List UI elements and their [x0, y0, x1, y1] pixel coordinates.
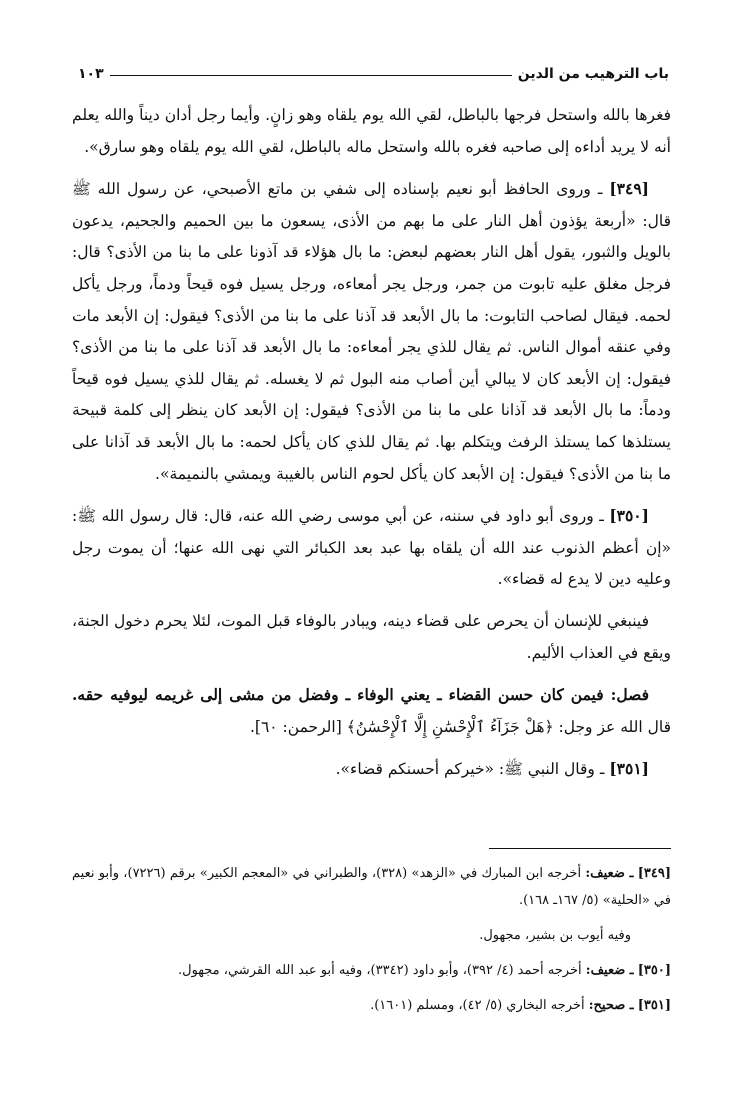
hadith-349 — [72, 173, 671, 490]
footnote-350-text: أخرجه أحمد (٤/ ٣٩٢)، وأبو داود (٣٣٤٢)، وفيه أبو عبد الله القرشي، مجهول. — [178, 963, 582, 978]
footnote-351 — [72, 992, 671, 1019]
section-fasl-verse: قال الله عز وجل: ﴿هَلْ جَزَآءُ ٱلْإِحْسَٰنِ إِلَّا ٱلْإِحْسَٰنُ﴾ [الرحمن: ٦٠]. — [249, 717, 671, 736]
footnote-349-number: [٣٤٩] — [637, 866, 671, 881]
footnote-351-grade: ـ صحيح: — [588, 998, 634, 1013]
header-rule — [110, 75, 512, 76]
footnote-349-grade: ـ ضعيف: — [585, 866, 634, 881]
page-number: ١٠٣ — [78, 66, 104, 82]
paragraph-continuation: فغرها بالله واستحل فرجها بالباطل، لقي الله يوم يلقاه وهو زانٍ. وأيما رجل أدان ديناً والله يعلم أنه لا يريد أداءه إلى صاحبه فغره بالله واستحل ماله بالباطل، لقي الله يوم يلقاه وهو سارق». — [72, 106, 671, 156]
footnotes — [72, 860, 671, 1027]
hadith-351 — [72, 753, 671, 786]
hadith-351-text: ـ وقال النبي ﷺ: «خيركم أحسنكم قضاء». — [335, 760, 605, 779]
hadith-350-text: ـ وروى أبو داود في سننه، عن أبي موسى رضي الله عنه، قال: قال رسول الله ﷺ: «إن أعظم الذنوب عند الله أن يلقاه بها عبد بعد الكبائر التي نهى الله عنها؛ أن يموت رجل وعليه دين لا يدع له قضاء». — [72, 507, 671, 589]
footnote-350-number: [٣٥٠] — [637, 963, 671, 978]
footnote-350 — [72, 957, 671, 984]
hadith-350-number: [٣٥٠] — [609, 506, 649, 526]
hadith-351-number: [٣٥١] — [609, 759, 649, 779]
hadith-349-number: [٣٤٩] — [609, 179, 649, 199]
advice-paragraph: فينبغي للإنسان أن يحرص على قضاء دينه، ويبادر بالوفاء قبل الموت، لئلا يحرم دخول الجنة، ويقع في العذاب الأليم. — [72, 611, 671, 662]
footnote-349 — [72, 860, 671, 914]
section-fasl — [72, 679, 671, 743]
main-text — [72, 100, 671, 796]
footnote-350-grade: ـ ضعيف: — [585, 963, 634, 978]
footnote-351-text: أخرجه البخاري (٥/ ٤٢)، ومسلم (١٦٠١). — [370, 998, 585, 1013]
footnote-349-text: أخرجه ابن المبارك في «الزهد» (٣٢٨)، والطبراني في «المعجم الكبير» برقم (٧٢٢٦)، وأبو نعيم في «الحلية» (٥/ ١٦٧ـ ١٦٨). — [72, 866, 671, 908]
section-fasl-title: فصل: فيمن كان حسن القضاء ـ يعني الوفاء ـ وفضل من مشى إلى غريمه ليوفيه حقه. — [72, 685, 649, 705]
footnote-separator — [489, 848, 671, 849]
hadith-349-text: ـ وروى الحافظ أبو نعيم بإسناده إلى شفي بن ماتع الأصبحي، عن رسول الله ﷺ قال: «أربعة يؤذون أهل النار على ما بهم من الأذى، يسعون ما بين الحميم والجحيم، يدعون بالويل والثبور، يقول أهل النار بعضهم لبعض: ما بال هؤلاء قد آذونا على ما بنا من الأذى؟ قال: فرجل مغلق عليه تابوت من جمر، ورجل يجر أمعاءه، ورجل يسيل فوه قيحاً ودماً، ورجل يأكل لحمه. فيقال لصاحب التابوت: ما بال الأبعد قد آذنا على ما بنا من الأذى؟ فيقول: إن الأبعد مات وفي عنقه أموال الناس. ثم يقال للذي يجر أمعاءه: ما بال الأبعد قد آذنا على ما بنا من الأذى؟ فيقول: إن الأبعد كان لا يبالي أين أصاب منه البول ثم لا يغسله. ثم يقال للذي يسيل فوه قيحاً ودماً: ما بال الأبعد قد آذانا على ما بنا من الأذى؟ فيقول: إن الأبعد كان ينظر إلى كلمة قبيحة يستلذها كما يستلذ الرفث ويتكلم بها. ثم يقال للذي كان يأكل لحمه: ما بال الأبعد قد آذانا على ما بنا من الأذى؟ فيقول: إن الأبعد كان يأكل لحوم الناس بالغيبة ويمشي بالنميمة». — [72, 180, 671, 483]
footnote-351-number: [٣٥١] — [637, 998, 671, 1013]
hadith-350 — [72, 500, 671, 596]
chapter-title: باب الترهيب من الدين — [517, 66, 669, 82]
footnote-349-note: وفيه أيوب بن بشير، مجهول. — [479, 928, 631, 943]
running-header — [78, 58, 669, 84]
